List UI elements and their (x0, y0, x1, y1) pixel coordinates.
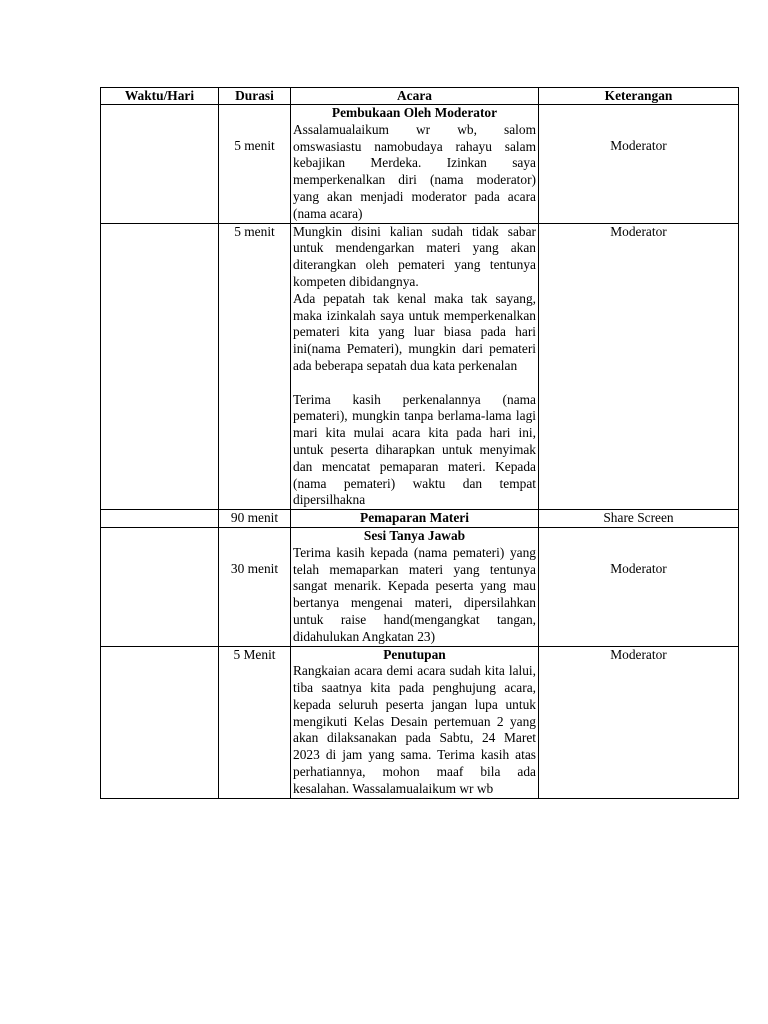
paragraph: Ada pepatah tak kenal maka tak sayang, maka izinkalah saya untuk memperkenalkan pemateri kita yang luar biasa pada hari ini(nama Pemateri), mungkin dari pemateri ada beberapa sepatah dua kata perkenalan (293, 290, 536, 373)
cell-durasi: 5 menit (219, 105, 291, 224)
cell-waktu (101, 223, 219, 510)
cell-acara (291, 105, 539, 224)
paragraph: Terima kasih perkenalannya (nama pemateri), mungkin tanpa berlama-lama lagi mari kita mulai acara kita pada hari ini, untuk peserta diharapkan untuk menyimak dan mencatat pemaparan materi. Kepada (nama pemateri) waktu dan tempat dipersilhakna (293, 391, 536, 508)
cell-waktu (101, 527, 219, 646)
section-title: Penutupan (383, 646, 446, 662)
paragraph: Rangkaian acara demi acara sudah kita lalui, tiba saatnya kita pada penghujung acara, kepada seluruh peserta jangan lupa untuk mengikuti Kelas Desain pertemuan 2 yang akan dilaksanakan pada Sabtu, 24 Maret 2023 di jam yang sama. Terima kasih atas perhatiannya, mohon maaf bila ada kesalahan. Wassalamualaikum wr wb (293, 663, 536, 796)
cell-waktu (101, 105, 219, 224)
cell-keterangan: Moderator (539, 646, 739, 798)
header-acara: Acara (291, 88, 539, 105)
cell-acara (291, 510, 539, 528)
cell-waktu (101, 510, 219, 528)
section-title: Pemaparan Materi (360, 510, 469, 526)
table-row (101, 510, 739, 528)
cell-waktu (101, 646, 219, 798)
header-row (101, 88, 739, 105)
section-title: Pembukaan Oleh Moderator (331, 105, 498, 120)
table-row (101, 223, 739, 510)
cell-keterangan: Moderator (539, 223, 739, 510)
cell-acara (291, 527, 539, 646)
cell-durasi: 5 menit (219, 223, 291, 510)
table-row (101, 527, 739, 646)
paragraph: Mungkin disini kalian sudah tidak sabar untuk mendengarkan materi yang akan diterangkan oleh pemateri yang tentunya kompeten dibidangnya. (293, 223, 536, 289)
cell-durasi: 90 menit (219, 510, 291, 528)
cell-acara (291, 223, 539, 510)
section-title: Sesi Tanya Jawab (363, 527, 466, 543)
cell-durasi: 5 Menit (219, 646, 291, 798)
header-waktu: Waktu/Hari (101, 88, 219, 105)
cell-keterangan: Moderator (539, 105, 739, 224)
paragraph: Terima kasih kepada (nama pemateri) yang telah memaparkan materi yang tentunya sangat menarik. Kepada peserta yang mau bertanya mengenai materi, dipersilahkan untuk raise hand(mengangkat tangan, didahulukan Angkatan 23) (293, 544, 536, 644)
header-keterangan: Keterangan (539, 88, 739, 105)
cell-durasi: 30 menit (219, 527, 291, 646)
table-row (101, 105, 739, 224)
agenda-table (100, 87, 739, 799)
paragraph: Assalamualaikum wr wb, salom omswasiastu namobudaya rahayu salam kebajikan Merdeka. Izinkan saya memperkenalkan diri (nama moderator) yang akan menjadi moderator pada acara (nama acara) (293, 121, 536, 221)
cell-keterangan: Share Screen (539, 510, 739, 528)
table-row (101, 646, 739, 798)
cell-acara (291, 646, 539, 798)
cell-keterangan: Moderator (539, 527, 739, 646)
header-durasi: Durasi (219, 88, 291, 105)
